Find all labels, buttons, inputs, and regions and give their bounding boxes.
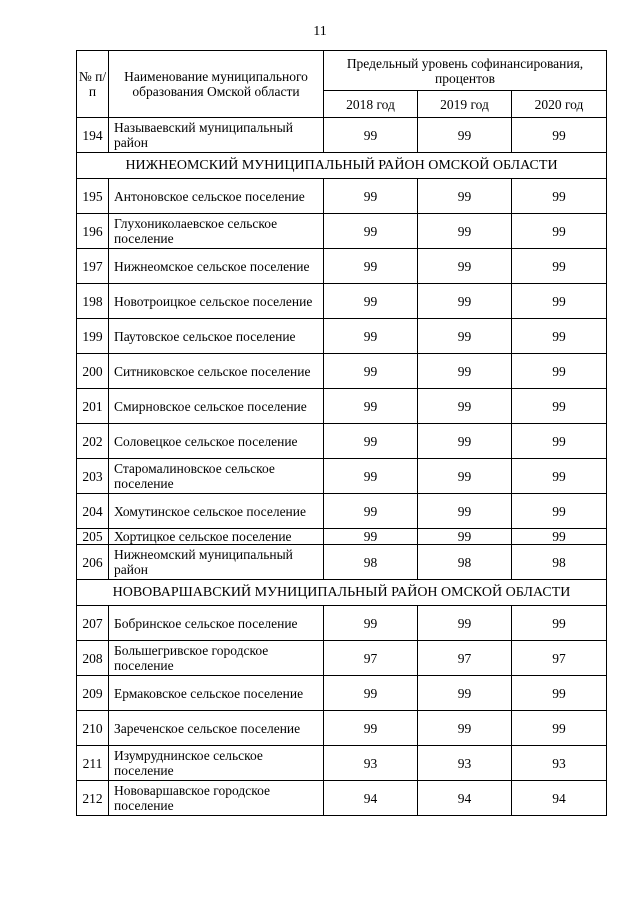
header-year-2019: 2019 год — [418, 91, 512, 118]
value-2020: 99 — [512, 389, 607, 424]
table-row — [77, 676, 607, 711]
table-row — [77, 494, 607, 529]
value-2018: 99 — [324, 529, 418, 545]
value-2020: 99 — [512, 711, 607, 746]
row-name: Старомалиновское сельское поселение — [109, 459, 324, 494]
row-number: 201 — [77, 389, 109, 424]
value-2020: 99 — [512, 214, 607, 249]
value-2020: 93 — [512, 746, 607, 781]
value-2020: 99 — [512, 319, 607, 354]
header-level: Предельный уровень софинансирования, процентов — [324, 51, 607, 91]
cofinancing-table — [76, 50, 607, 816]
row-name: Новотроицкое сельское поселение — [109, 284, 324, 319]
table-row — [77, 545, 607, 580]
value-2020: 99 — [512, 459, 607, 494]
value-2018: 94 — [324, 781, 418, 816]
value-2020: 99 — [512, 284, 607, 319]
value-2019: 98 — [418, 545, 512, 580]
row-number: 206 — [77, 545, 109, 580]
row-number: 194 — [77, 118, 109, 153]
value-2019: 99 — [418, 319, 512, 354]
value-2019: 99 — [418, 529, 512, 545]
row-name: Большегривское городское поселение — [109, 641, 324, 676]
value-2018: 99 — [324, 214, 418, 249]
row-number: 198 — [77, 284, 109, 319]
row-name: Смирновское сельское поселение — [109, 389, 324, 424]
table-row — [77, 746, 607, 781]
header-year-2020: 2020 год — [512, 91, 607, 118]
table-row — [77, 424, 607, 459]
row-number: 195 — [77, 179, 109, 214]
header-num: № п/п — [77, 51, 109, 118]
value-2018: 93 — [324, 746, 418, 781]
row-number: 209 — [77, 676, 109, 711]
value-2018: 99 — [324, 118, 418, 153]
table-row — [77, 781, 607, 816]
row-name: Нововаршавское городское поселение — [109, 781, 324, 816]
row-number: 203 — [77, 459, 109, 494]
value-2019: 93 — [418, 746, 512, 781]
section-row — [77, 580, 607, 606]
section-title: НИЖНЕОМСКИЙ МУНИЦИПАЛЬНЫЙ РАЙОН ОМСКОЙ ОБЛАСТИ — [77, 153, 607, 179]
header-year-2018: 2018 год — [324, 91, 418, 118]
row-name: Изумруднинское сельское поселение — [109, 746, 324, 781]
value-2018: 99 — [324, 676, 418, 711]
row-number: 210 — [77, 711, 109, 746]
table-row — [77, 249, 607, 284]
row-name: Глухониколаевское сельское поселение — [109, 214, 324, 249]
row-number: 197 — [77, 249, 109, 284]
row-number: 200 — [77, 354, 109, 389]
value-2019: 99 — [418, 676, 512, 711]
value-2018: 99 — [324, 389, 418, 424]
row-name: Паутовское сельское поселение — [109, 319, 324, 354]
row-name: Называевский муниципальный район — [109, 118, 324, 153]
value-2019: 99 — [418, 354, 512, 389]
value-2019: 99 — [418, 179, 512, 214]
value-2018: 99 — [324, 606, 418, 641]
table-row — [77, 284, 607, 319]
row-number: 199 — [77, 319, 109, 354]
value-2018: 99 — [324, 424, 418, 459]
value-2019: 99 — [418, 711, 512, 746]
table-row — [77, 389, 607, 424]
value-2019: 99 — [418, 606, 512, 641]
row-number: 204 — [77, 494, 109, 529]
row-number: 196 — [77, 214, 109, 249]
row-name: Ермаковское сельское поселение — [109, 676, 324, 711]
value-2019: 99 — [418, 389, 512, 424]
value-2020: 99 — [512, 424, 607, 459]
row-name: Зареченское сельское поселение — [109, 711, 324, 746]
value-2019: 94 — [418, 781, 512, 816]
row-number: 208 — [77, 641, 109, 676]
section-row — [77, 153, 607, 179]
value-2020: 99 — [512, 606, 607, 641]
value-2020: 99 — [512, 118, 607, 153]
value-2019: 99 — [418, 118, 512, 153]
row-name: Антоновское сельское поселение — [109, 179, 324, 214]
value-2019: 99 — [418, 459, 512, 494]
value-2018: 99 — [324, 354, 418, 389]
value-2018: 97 — [324, 641, 418, 676]
value-2018: 99 — [324, 494, 418, 529]
value-2019: 99 — [418, 284, 512, 319]
table-row — [77, 711, 607, 746]
row-number: 207 — [77, 606, 109, 641]
table-row — [77, 214, 607, 249]
value-2018: 98 — [324, 545, 418, 580]
table-header — [77, 51, 607, 118]
value-2019: 99 — [418, 424, 512, 459]
value-2020: 99 — [512, 354, 607, 389]
row-name: Нижнеомский муниципальный район — [109, 545, 324, 580]
table-row — [77, 641, 607, 676]
row-number: 211 — [77, 746, 109, 781]
page-number: 11 — [313, 24, 327, 39]
table-row — [77, 354, 607, 389]
value-2018: 99 — [324, 249, 418, 284]
table-row — [77, 179, 607, 214]
value-2020: 99 — [512, 494, 607, 529]
row-name: Соловецкое сельское поселение — [109, 424, 324, 459]
value-2020: 99 — [512, 676, 607, 711]
value-2019: 99 — [418, 494, 512, 529]
row-name: Нижнеомское сельское поселение — [109, 249, 324, 284]
value-2019: 99 — [418, 214, 512, 249]
table-row — [77, 529, 607, 545]
row-name: Хортицкое сельское поселение — [109, 529, 324, 545]
row-name: Ситниковское сельское поселение — [109, 354, 324, 389]
table-body — [77, 118, 607, 816]
value-2019: 97 — [418, 641, 512, 676]
section-title: НОВОВАРШАВСКИЙ МУНИЦИПАЛЬНЫЙ РАЙОН ОМСКОЙ ОБЛАСТИ — [77, 580, 607, 606]
table-row — [77, 606, 607, 641]
row-number: 212 — [77, 781, 109, 816]
value-2018: 99 — [324, 711, 418, 746]
value-2019: 99 — [418, 249, 512, 284]
table-row — [77, 459, 607, 494]
value-2020: 98 — [512, 545, 607, 580]
value-2020: 99 — [512, 249, 607, 284]
table-row — [77, 118, 607, 153]
row-name: Бобринское сельское поселение — [109, 606, 324, 641]
value-2020: 94 — [512, 781, 607, 816]
value-2018: 99 — [324, 459, 418, 494]
header-name: Наименование муниципального образования Омской области — [109, 51, 324, 118]
value-2020: 99 — [512, 529, 607, 545]
value-2018: 99 — [324, 319, 418, 354]
value-2020: 99 — [512, 179, 607, 214]
value-2018: 99 — [324, 179, 418, 214]
value-2018: 99 — [324, 284, 418, 319]
value-2020: 97 — [512, 641, 607, 676]
row-number: 202 — [77, 424, 109, 459]
table-row — [77, 319, 607, 354]
row-name: Хомутинское сельское поселение — [109, 494, 324, 529]
row-number: 205 — [77, 529, 109, 545]
